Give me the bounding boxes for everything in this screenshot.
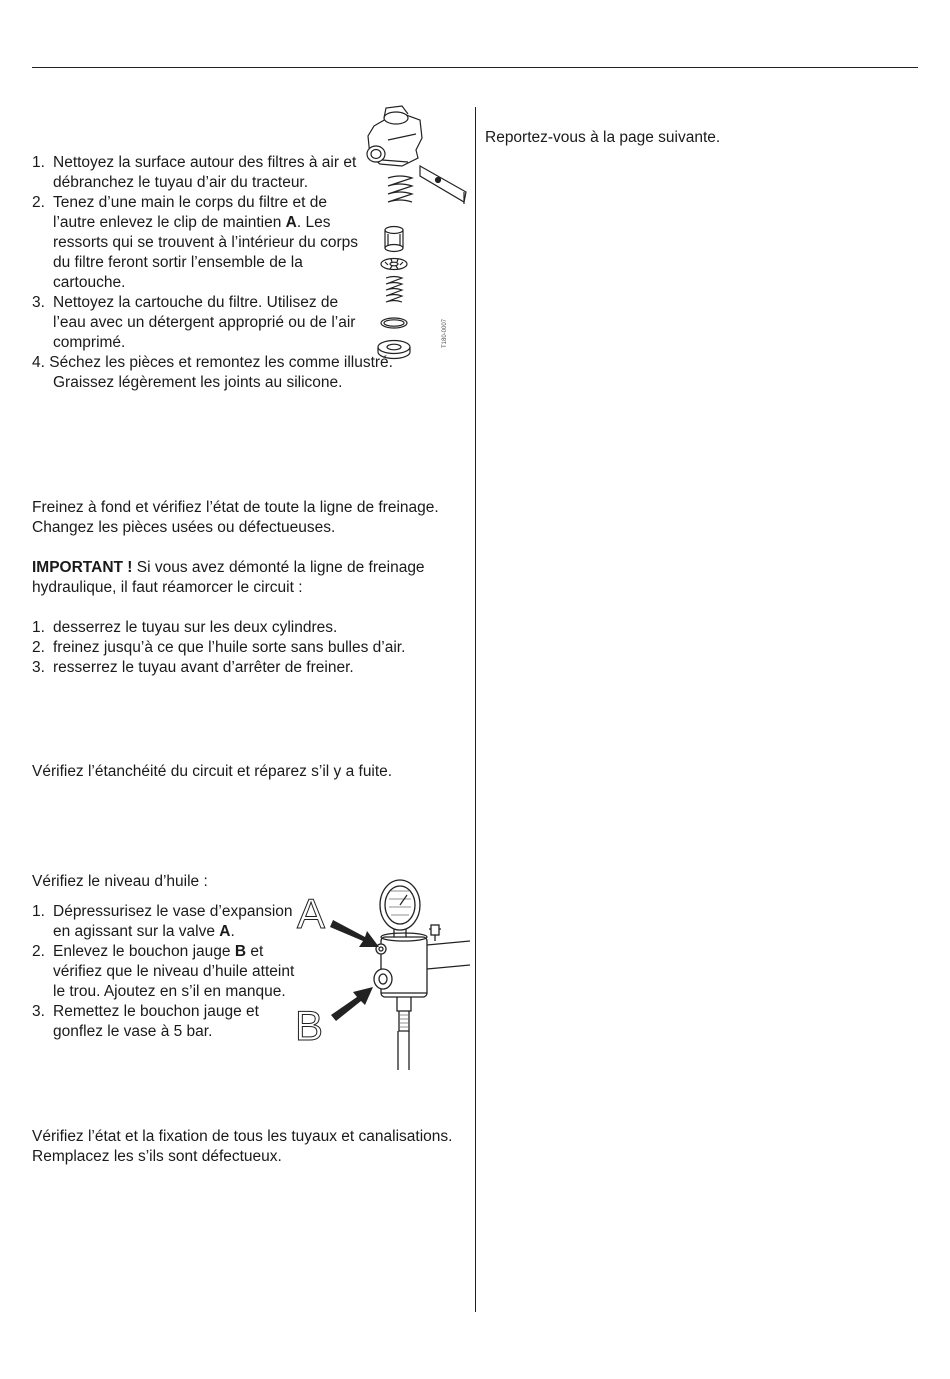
column-divider [475,107,476,1312]
brake-section [32,498,452,678]
important-text: Si vous avez démonté la ligne de freinage hydraulique, il faut réamorcer le circuit : [32,559,425,596]
step-text: . Les ressorts qui se trouvent à l’intérieur du corps du filtre feront sortir l’ensemble de la cartouche. [53,214,358,291]
step-text: resserrez le tuyau avant d’arrêter de freiner. [53,659,354,676]
callout-letter: A [219,923,231,940]
step-number: 1. [32,154,45,171]
expansion-vessel-illustration [295,865,470,1075]
figure-code: T180-0007 [442,318,448,348]
list-item [32,658,452,678]
step-text: Graissez légèrement les joints au silicone. [53,374,343,391]
step-text: freinez jusqu’à ce que l’huile sorte sans bulles d’air. [53,639,406,656]
list-item [32,153,361,193]
step-number: 4. [32,354,45,371]
step-text: et vérifiez que le niveau d’huile atteint le trou. Ajoutez en s’il en manque. [53,943,295,1000]
step-text: Tenez d’une main le corps du filtre et de l’autre enlevez le clip de maintien [53,194,327,231]
list-item [32,638,483,658]
step-text: Nettoyez la surface autour des filtres à air et débranchez le tuyau d’air du tracteur. [53,154,357,191]
list-item [32,902,301,942]
callout-letter: B [234,943,247,960]
top-rule [32,67,918,68]
right-column-note: Reportez-vous à la page suivante. [485,129,721,146]
label-b: B [295,1002,324,1049]
step-text: Remettez le bouchon jauge et gonflez le vase à 5 bar. [53,1003,259,1040]
important-label: IMPORTANT ! [32,559,133,576]
step-number: 3. [32,1003,45,1020]
hoses-section [32,1127,468,1167]
hoses-paragraph: Vérifiez l’état et la fixation de tous les tuyaux et canalisations. Remplacez les s’ils sont défectueux. [32,1128,453,1165]
step-text: Enlevez le bouchon jauge [53,943,235,960]
step-text: desserrez le tuyau sur les deux cylindres. [53,619,338,636]
step-number: 2. [32,943,45,960]
step-text: . [230,923,235,940]
brake-steps-list [32,618,452,678]
oil-intro: Vérifiez le niveau d’huile : [32,873,208,890]
step-text: Dépressurisez le vase d’expansion en agissant sur la valve [53,903,293,940]
oil-steps-list [32,902,302,1042]
oil-level-section [32,872,302,1042]
air-filter-exploded-illustration [358,104,470,366]
leak-section [32,762,462,782]
list-item [32,618,452,638]
leak-paragraph: Vérifiez l’étanchéité du circuit et réparez s’il y a fuite. [32,763,393,780]
step-number: 2. [32,194,45,211]
step-number: 3. [32,659,45,676]
important-note [32,558,452,598]
list-item [32,942,301,1002]
brake-paragraph: Freinez à fond et vérifiez l’état de toute la ligne de freinage. Changez les pièces usées ou défectueuses. [32,499,439,536]
list-item [32,293,369,353]
step-number: 2. [32,639,45,656]
list-item [32,1002,301,1042]
step-number: 1. [32,619,45,636]
label-a: A [297,890,326,937]
step-number: 1. [32,903,45,920]
list-item [32,193,369,293]
step-number: 3. [32,294,45,311]
step-text: Nettoyez la cartouche du filtre. Utilisez de l’eau avec un détergent approprié ou de l’air comprimé. [53,294,356,351]
callout-letter: A [285,214,297,231]
step-text: Séchez les pièces et remontez les comme illustré. [49,354,393,371]
